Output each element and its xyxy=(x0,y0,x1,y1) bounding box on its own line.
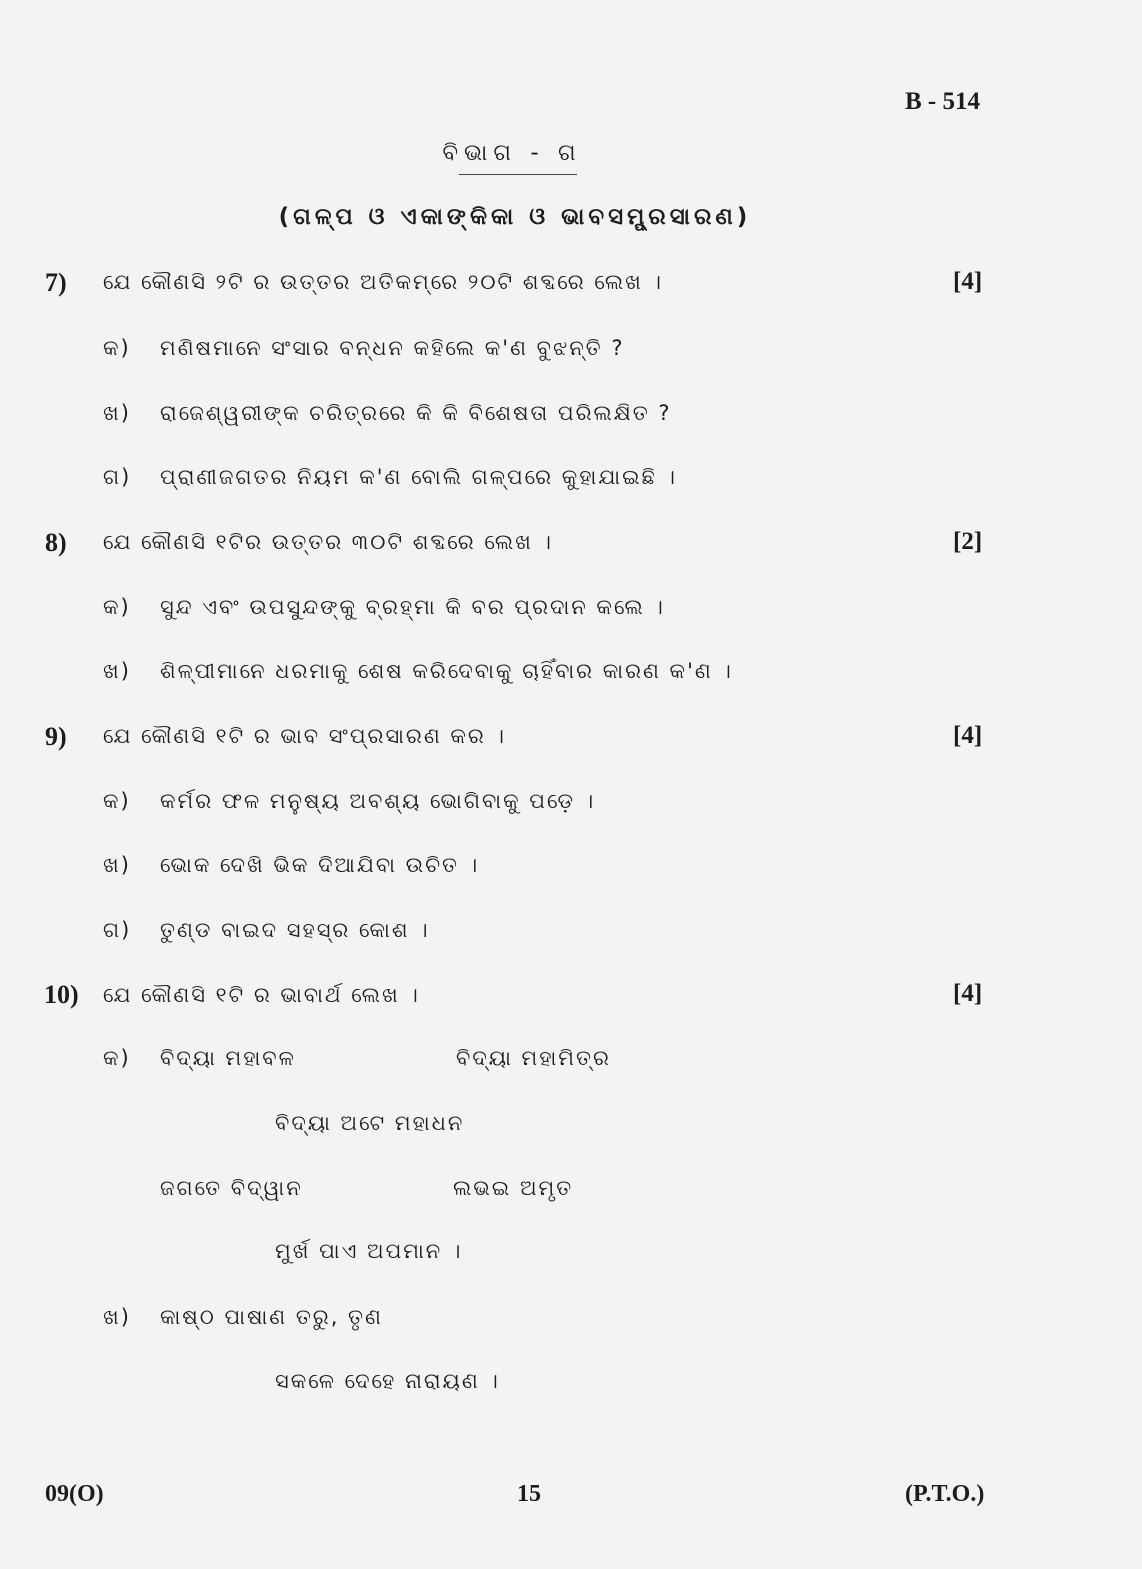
section-title: ବିଭାଗ - ଗ xyxy=(442,140,582,166)
question-number: 10) xyxy=(44,980,79,1009)
option-text: ସୁନ୍ଦ ଏବଂ ଉପସୁନ୍ଦଙ୍କୁ ବ୍ରହ୍ମା କି ବର ପ୍ରଦାନ କଲେ । xyxy=(160,595,665,619)
option-text: କର୍ମର ଫଳ ମନୁଷ୍ୟ ଅବଶ୍ୟ ଭୋଗିବାକୁ ପଡ଼େ । xyxy=(160,789,596,813)
poem-line: ସକଳେ ଦେହେ ନାରାୟଣ । xyxy=(275,1369,500,1393)
please-turn-over: (P.T.O.) xyxy=(905,1481,985,1507)
option-label: କ) xyxy=(103,789,131,813)
option-text: ମଣିଷମାନେ ସଂସାର ବନ୍ଧନ କହିଲେ କ'ଣ ବୁଝନ୍ତି ? xyxy=(160,336,625,360)
question-text: ଯେ କୌଣସି ୧ଟିର ଉତ୍ତର ୩୦ଟି ଶବ୍ଦରେ ଲେଖ । xyxy=(103,530,553,554)
question-marks: [4] xyxy=(953,722,983,749)
question-number: 9) xyxy=(45,722,67,751)
option-text: ଶିଳ୍ପୀମାନେ ଧରମାକୁ ଶେଷ କରିଦେବାକୁ ଚାହିଁବାର କାରଣ କ'ଣ । xyxy=(160,659,733,683)
question-marks: [4] xyxy=(953,980,983,1007)
section-title-underline xyxy=(459,174,577,175)
option-label: କ) xyxy=(103,336,131,360)
option-label: ଗ) xyxy=(103,918,132,942)
option-text: ପ୍ରାଣୀଜଗତର ନିୟମ କ'ଣ ବୋଲି ଗଳ୍ପରେ କୁହାଯାଇଛି । xyxy=(160,465,677,489)
question-number: 8) xyxy=(45,528,67,557)
poem-line: ବିଦ୍ୟା ମହାବଳ xyxy=(160,1046,296,1070)
paper-code: B - 514 xyxy=(905,88,980,115)
option-label: ଖ) xyxy=(103,1305,131,1329)
poem-line: ମୁର୍ଖ ପାଏ ଅପମାନ । xyxy=(275,1239,463,1263)
poem-line: କାଷ୍ଠ ପାଷାଣ ତରୁ, ତୃଣ xyxy=(160,1305,383,1329)
option-text: ତୁଣ୍ଡ ବାଇଦ ସହସ୍ର କୋଶ । xyxy=(160,918,430,942)
page-number: 15 xyxy=(517,1481,541,1507)
question-number: 7) xyxy=(45,268,67,297)
poem-line: ବିଦ୍ୟା ମହାମିତ୍ର xyxy=(456,1046,611,1070)
option-text: ରାଜେଶ୍ୱରୀଙ୍କ ଚରିତ୍ରରେ କି କି ବିଶେଷତା ପରିଲକ୍ଷିତ ? xyxy=(160,401,672,425)
option-text: ଭୋକ ଦେଖି ଭିକ ଦିଆଯିବା ଉଚିତ । xyxy=(160,853,480,877)
footer-code: 09(O) xyxy=(45,1481,104,1507)
option-label: ଗ) xyxy=(103,465,132,489)
option-label: କ) xyxy=(103,595,131,619)
poem-line: ଲଭଇ ଅମୃତ xyxy=(453,1176,574,1200)
question-marks: [4] xyxy=(953,268,983,295)
question-text: ଯେ କୌଣସି ୧ଟି ର ଭାବ ସଂପ୍ରସାରଣ କର । xyxy=(103,724,506,748)
section-subtitle: (ଗଳ୍ପ ଓ ଏକାଙ୍କିକା ଓ ଭାବସମ୍ପ୍ରସାରଣ) xyxy=(278,204,752,230)
question-marks: [2] xyxy=(953,528,983,555)
option-label: ଖ) xyxy=(103,659,131,683)
poem-line: ଜଗତେ ବିଦ୍ୱାନ xyxy=(160,1176,303,1200)
option-label: ଖ) xyxy=(103,853,131,877)
option-label: ଖ) xyxy=(103,401,131,425)
question-text: ଯେ କୌଣସି ୧ଟି ର ଭାବାର୍ଥ ଲେଖ । xyxy=(103,983,420,1007)
poem-line: ବିଦ୍ୟା ଅଟେ ମହାଧନ xyxy=(275,1111,465,1135)
option-label: କ) xyxy=(103,1046,131,1070)
question-text: ଯେ କୌଣସି ୨ଟି ର ଉତ୍ତର ଅତିକମ୍‌ରେ ୨୦ଟି ଶବ୍ଦରେ ଲେଖ । xyxy=(103,270,663,294)
